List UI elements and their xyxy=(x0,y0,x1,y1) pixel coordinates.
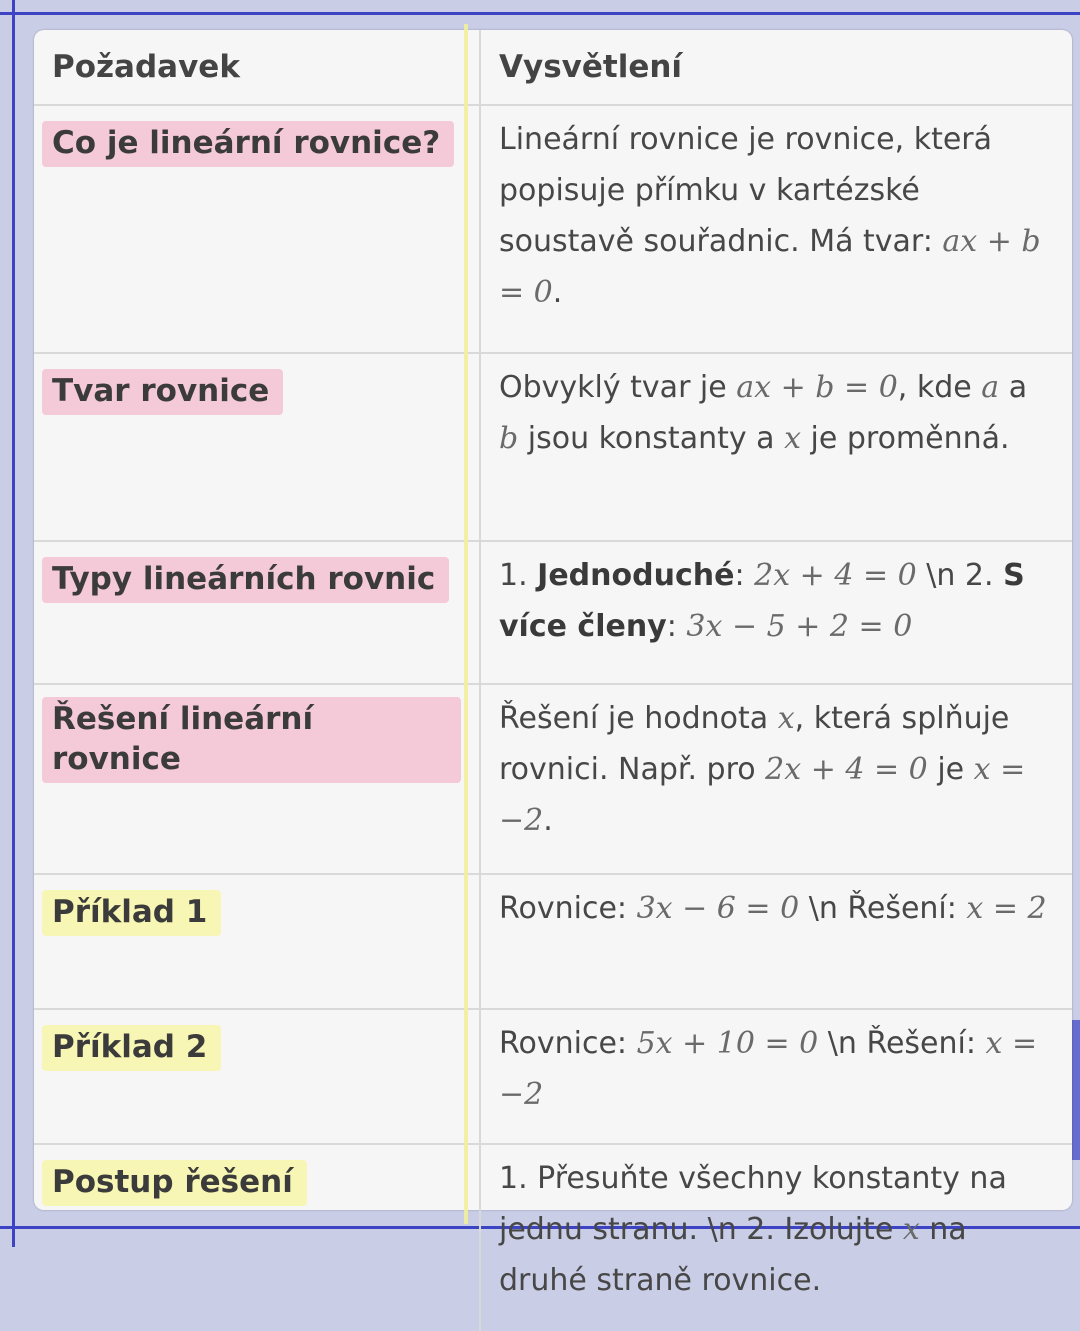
row-description: Obvyklý tvar je ax + b = 0, kde a a b jsou konstanty a x je proměnná. xyxy=(480,353,1072,541)
frame-left-line xyxy=(12,0,15,1247)
table-row xyxy=(34,684,1072,874)
row-description: 1. Jednoduché: 2x + 4 = 0 \n 2. S více členy: 3x − 5 + 2 = 0 xyxy=(480,541,1072,684)
row-label: Typy lineárních rovnic xyxy=(42,557,449,603)
row-label: Řešení lineární rovnice xyxy=(42,697,461,783)
table-row xyxy=(34,105,1072,353)
requirements-table xyxy=(34,30,1072,1331)
yellow-divider-line xyxy=(464,24,468,1224)
table-row xyxy=(34,541,1072,684)
table-row xyxy=(34,1009,1072,1144)
header-explanation: Vysvětlení xyxy=(480,30,1072,105)
row-description: Rovnice: 5x + 10 = 0 \n Řešení: x = −2 xyxy=(480,1009,1072,1144)
row-description: Lineární rovnice je rovnice, která popisuje přímku v kartézské soustavě souřadnic. Má tvar: ax + b = 0. xyxy=(480,105,1072,353)
table-header-row xyxy=(34,30,1072,105)
row-label: Tvar rovnice xyxy=(42,369,283,415)
table-card xyxy=(34,30,1072,1298)
row-description: Rovnice: 3x − 6 = 0 \n Řešení: x = 2 xyxy=(480,874,1072,1009)
table-row xyxy=(34,874,1072,1009)
row-label: Co je lineární rovnice? xyxy=(42,121,454,167)
header-requirement: Požadavek xyxy=(34,30,480,105)
frame-top-line xyxy=(0,12,1080,15)
row-label: Příklad 2 xyxy=(42,1025,221,1071)
row-label: Příklad 1 xyxy=(42,890,221,936)
table-row xyxy=(34,1144,1072,1331)
row-label: Postup řešení xyxy=(42,1160,307,1206)
table-row xyxy=(34,353,1072,541)
row-description: 1. Přesuňte všechny konstanty na jednu stranu. \n 2. Izolujte x na druhé straně rovnice. xyxy=(480,1144,1072,1331)
row-description: Řešení je hodnota x, která splňuje rovnici. Např. pro 2x + 4 = 0 je x = −2. xyxy=(480,684,1072,874)
